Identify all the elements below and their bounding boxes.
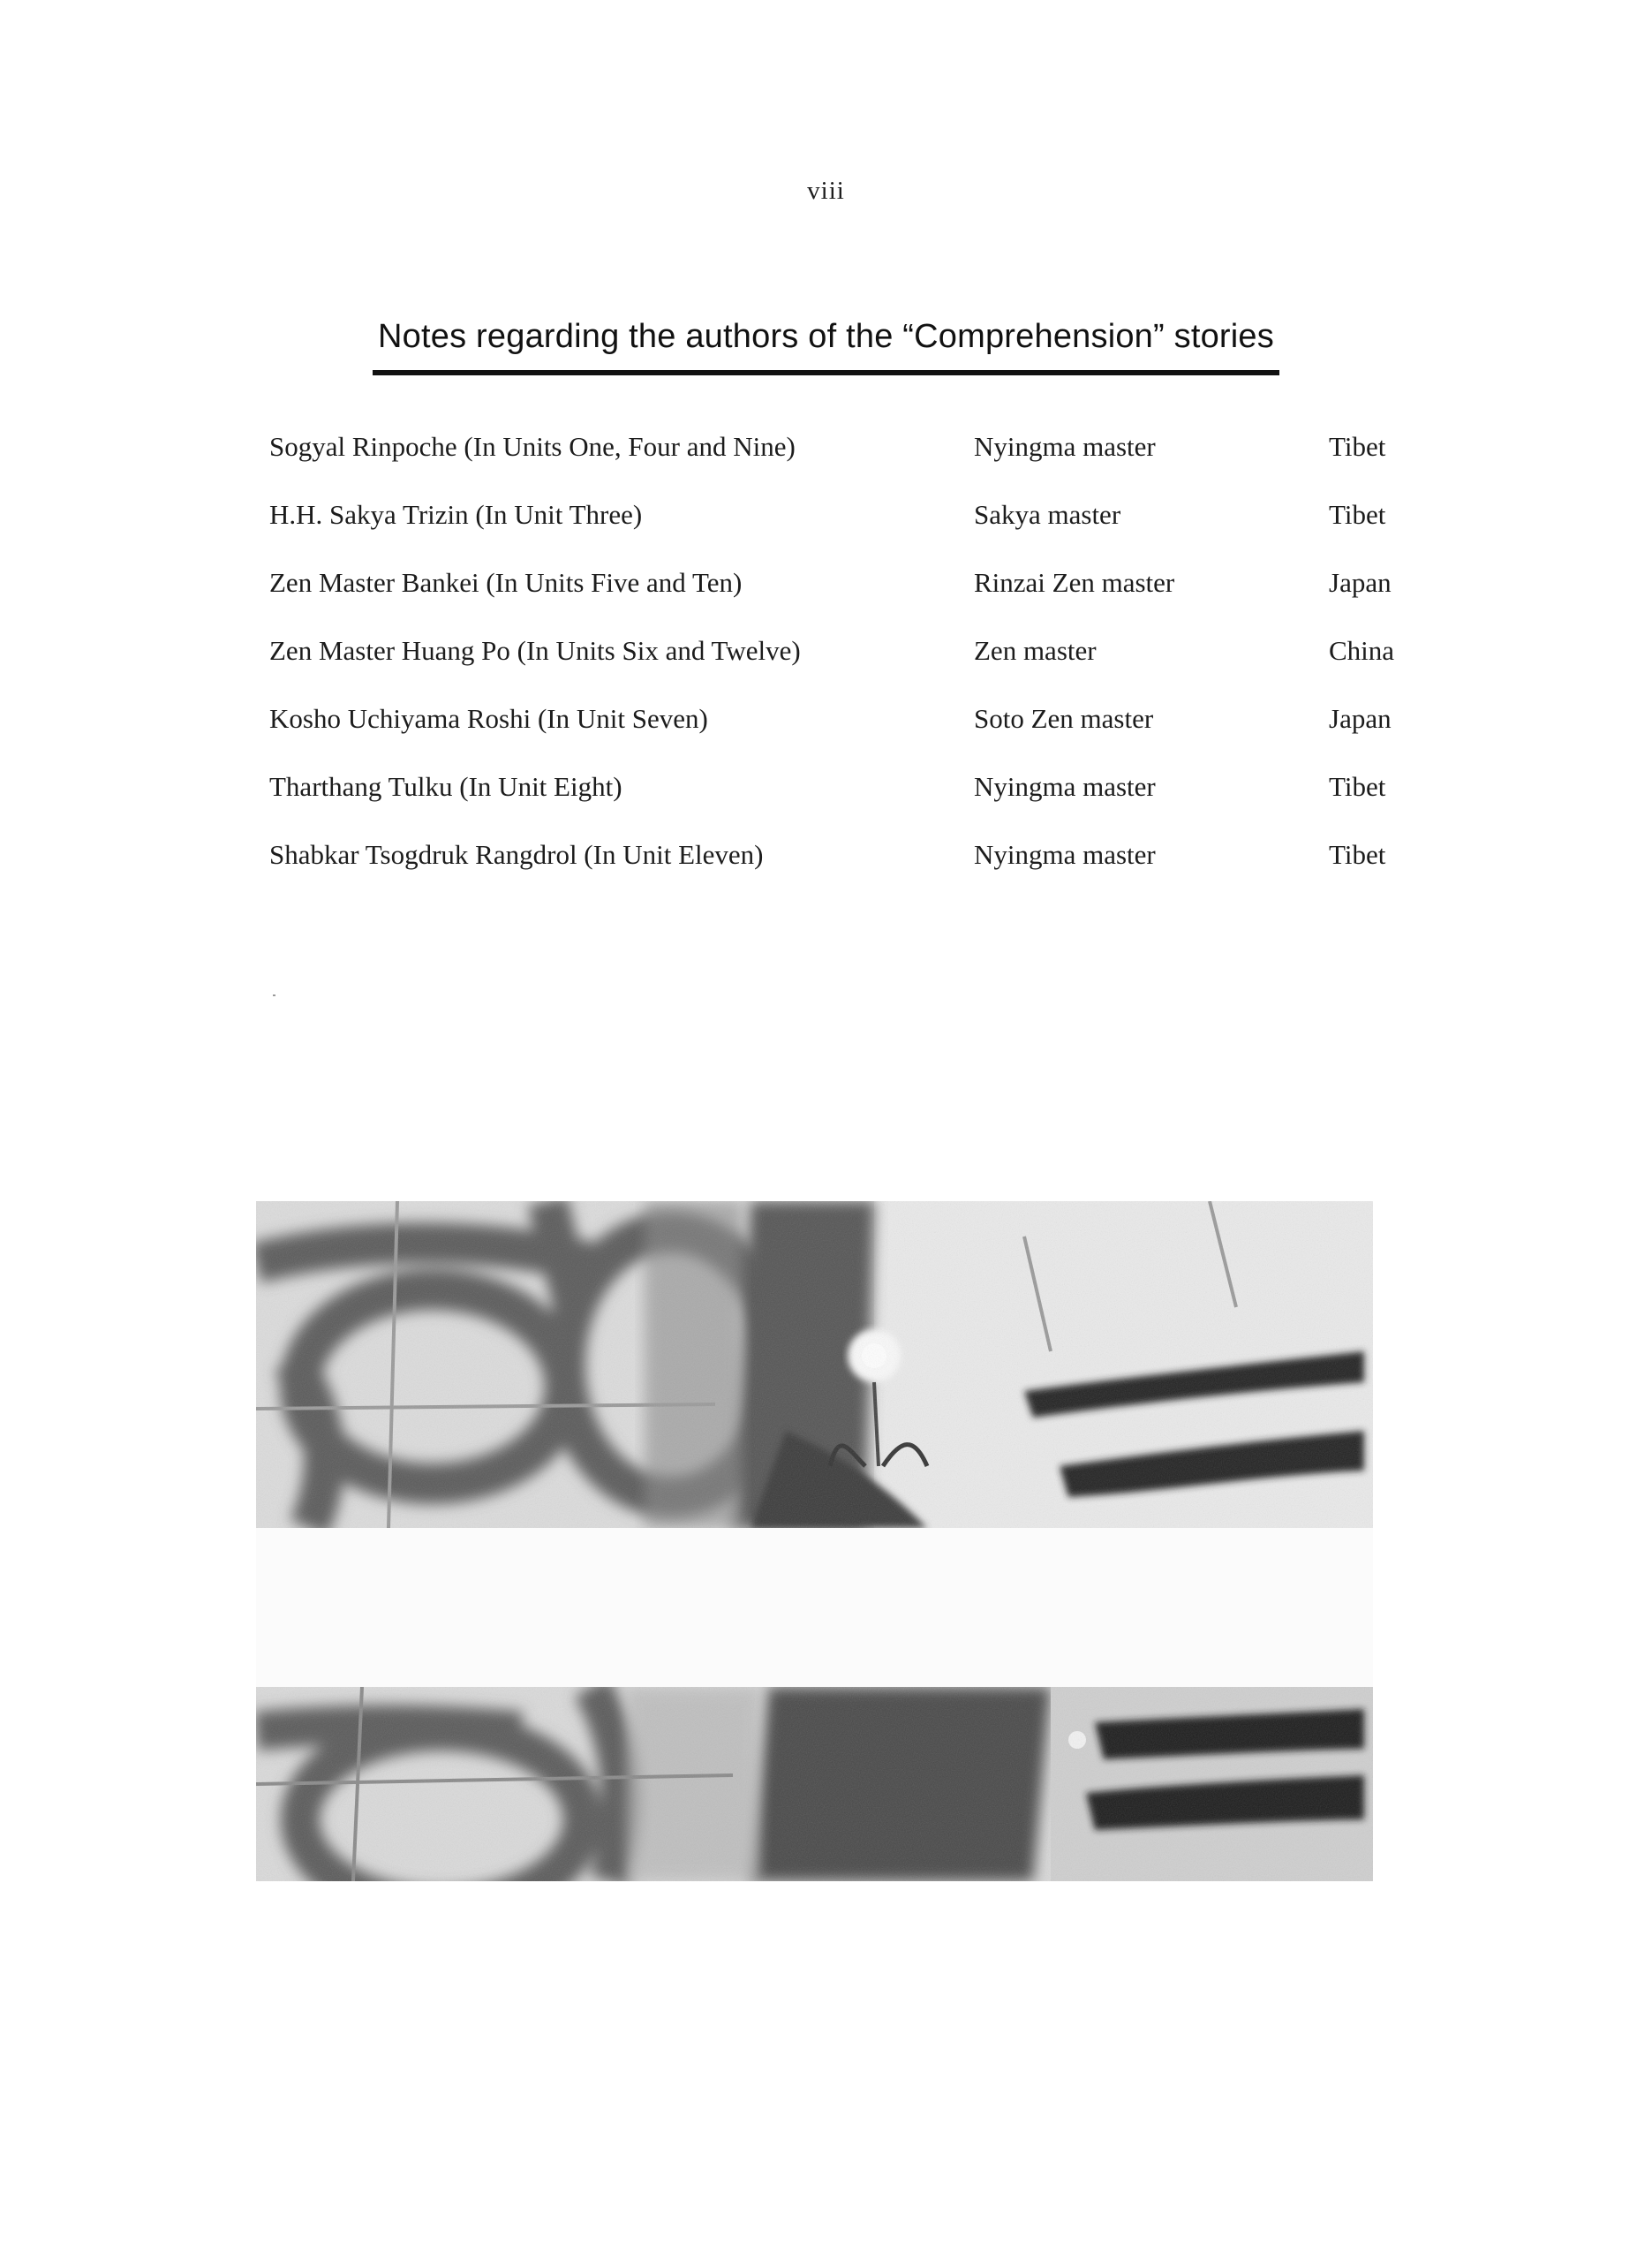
author-role: Nyingma master (974, 839, 1156, 870)
author-country: Tibet (1329, 499, 1386, 530)
upper-photo-strip (256, 1201, 1373, 1528)
author-name: Kosho Uchiyama Roshi (In Unit Seven) (269, 703, 708, 734)
author-row (269, 839, 1417, 907)
author-country: Tibet (1329, 431, 1386, 462)
flower-photograph (256, 1201, 1373, 1881)
author-country: Tibet (1329, 839, 1386, 870)
photograph-drawing (256, 1201, 1373, 1881)
author-role: Sakya master (974, 499, 1121, 530)
author-country: Japan (1329, 703, 1392, 734)
author-role: Soto Zen master (974, 703, 1154, 734)
page-number: viii (807, 177, 845, 205)
author-name: Zen Master Huang Po (In Units Six and Twelve) (269, 635, 801, 666)
author-name: Sogyal Rinpoche (In Units One, Four and Nine) (269, 431, 796, 462)
author-row (269, 431, 1417, 499)
scan-speck (273, 994, 275, 996)
author-name: Shabkar Tsogdruk Rangdrol (In Unit Eleven) (269, 839, 764, 870)
authors-table (269, 431, 1417, 907)
author-role: Nyingma master (974, 771, 1156, 802)
author-role: Rinzai Zen master (974, 567, 1175, 598)
author-role: Nyingma master (974, 431, 1156, 462)
author-row (269, 567, 1417, 635)
author-role: Zen master (974, 635, 1097, 666)
author-row (269, 635, 1417, 703)
author-name: H.H. Sakya Trizin (In Unit Three) (269, 499, 643, 530)
title-block (0, 318, 1652, 375)
author-row (269, 499, 1417, 567)
lower-photo-strip (256, 1687, 1373, 1881)
author-name: Zen Master Bankei (In Units Five and Ten) (269, 567, 743, 598)
author-name: Tharthang Tulku (In Unit Eight) (269, 771, 622, 802)
author-country: China (1329, 635, 1395, 666)
author-row (269, 771, 1417, 839)
author-row (269, 703, 1417, 771)
page-title: Notes regarding the authors of the “Comprehension” stories (373, 318, 1279, 375)
author-country: Japan (1329, 567, 1392, 598)
author-country: Tibet (1329, 771, 1386, 802)
